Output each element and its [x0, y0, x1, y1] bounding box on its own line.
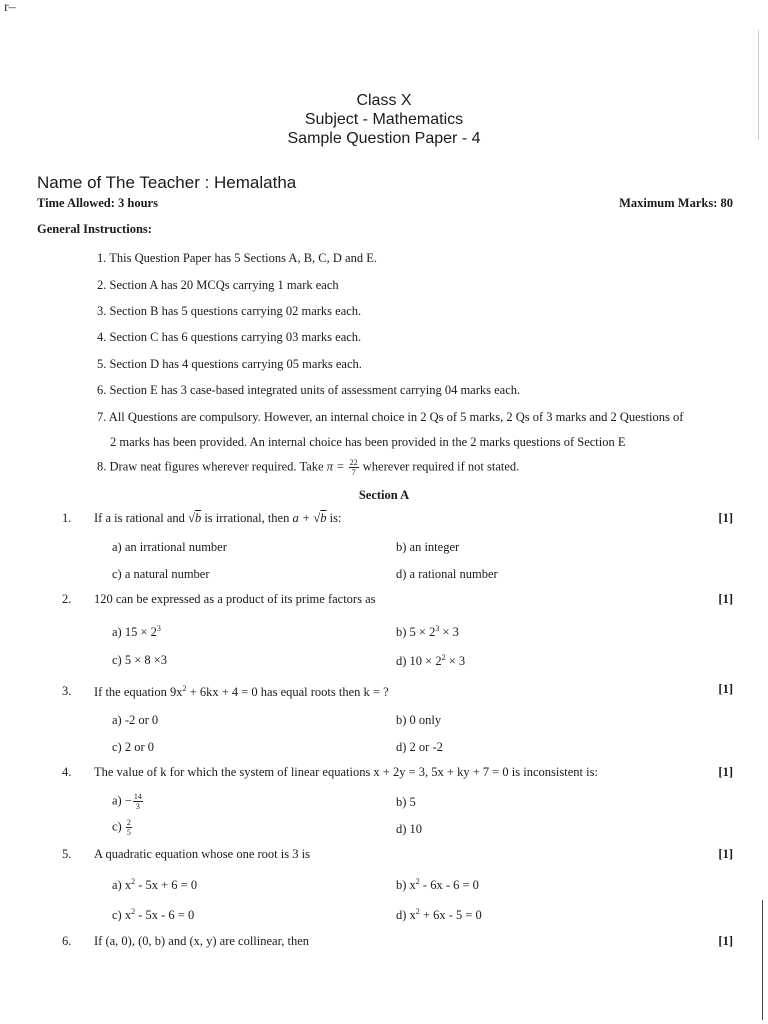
q1-text-part: is: [326, 511, 342, 525]
general-instructions-title: General Instructions: [37, 222, 152, 236]
question-text: A quadratic equation whose one root is 3 is [94, 847, 310, 861]
exponent: 3 [435, 624, 440, 633]
option-expr-tail: × 3 [439, 625, 459, 640]
option-label: b) [396, 625, 407, 640]
option-expr: 15 × 2 [124, 625, 157, 640]
exponent: 2 [131, 907, 136, 916]
option-expr-tail: - 5x + 6 = 0 [135, 878, 198, 893]
fraction [126, 818, 132, 837]
fraction-denominator: 5 [126, 828, 131, 837]
sqrt-symbol: √ [188, 511, 195, 525]
question-marks: [1] [718, 934, 733, 948]
subject-title: Subject - Mathematics [304, 111, 464, 128]
question-text: The value of k for which the system of linear equations x + 2y = 3, 5x + ky + 7 = 0 is inconsistent is: [94, 765, 598, 779]
exponent: 2 [415, 907, 420, 916]
option-a [112, 877, 197, 893]
question-marks: [1] [718, 682, 733, 696]
exponent: 2 [441, 653, 446, 662]
exponent: 2 [182, 684, 187, 693]
time-allowed: Time Allowed: 3 hours [37, 196, 158, 210]
option-expr: 5 × 2 [409, 625, 436, 640]
question-text [94, 511, 341, 526]
question-marks: [1] [718, 592, 733, 606]
teacher-name: Name of The Teacher : Hemalatha [37, 173, 297, 192]
option-b: b) an integer [396, 540, 460, 554]
question-text [94, 684, 389, 700]
question-number: 6. [62, 934, 72, 948]
option-expr-tail: + 6x - 5 = 0 [419, 908, 482, 923]
instruction-item: 4. Section C has 6 questions carrying 03 marks each. [97, 330, 362, 344]
instruction-item-8 [97, 458, 519, 477]
q3-text-part: + 6kx + 4 = 0 has equal roots then k = ? [186, 685, 389, 700]
option-a [112, 792, 144, 811]
option-c [112, 907, 194, 923]
option-d [396, 907, 482, 923]
option-label: c) [112, 819, 122, 834]
instruction-item: 1. This Question Paper has 5 Sections A, B, C, D and E. [97, 251, 377, 265]
option-b [396, 877, 479, 893]
option-d: d) 2 or -2 [396, 740, 443, 754]
pi-symbol: π = [326, 459, 345, 474]
q3-text-part: If the equation 9x [94, 685, 183, 700]
question-text: 120 can be expressed as a product of its prime factors as [94, 592, 376, 606]
question-number: 3. [62, 684, 72, 698]
paper-title: Sample Question Paper - 4 [287, 130, 481, 147]
class-title: Class X [356, 92, 412, 109]
option-expr: x [124, 908, 132, 923]
option-label: a) [112, 878, 122, 893]
option-d: d) a rational number [396, 567, 498, 581]
option-label: c) [112, 908, 122, 923]
option-label: b) [396, 878, 407, 893]
option-a: a) an irrational number [112, 540, 227, 554]
fraction-numerator: 2 [126, 818, 131, 827]
option-a [112, 624, 161, 640]
option-label: a) [112, 625, 122, 640]
option-b: b) 5 [396, 795, 416, 809]
question-text: If (a, 0), (0, b) and (x, y) are collinear, then [94, 934, 310, 948]
option-expr: x [409, 908, 416, 923]
fraction-denominator: 3 [135, 802, 140, 811]
question-marks: [1] [718, 765, 733, 779]
instruction-item: 7. All Questions are compulsory. However, an internal choice in 2 Qs of 5 marks, 2 Qs of 3 marks and 2 Questions of [97, 410, 684, 424]
option-d [396, 653, 465, 669]
option-a: a) -2 or 0 [112, 713, 159, 727]
fraction-numerator: 22 [349, 458, 358, 467]
option-expr: x [409, 878, 416, 893]
edge-scan-line-bottom [762, 900, 763, 1020]
option-expr: x [124, 878, 132, 893]
question-marks: [1] [718, 847, 733, 861]
fraction-denominator: 7 [351, 468, 356, 477]
section-title: Section A [358, 488, 410, 502]
instruction-8-text: 8. Draw neat figures wherever required. Take [97, 459, 327, 474]
question-number: 1. [62, 511, 72, 525]
option-expr: 10 × 2 [409, 654, 442, 669]
q1-expr: a + [292, 511, 314, 525]
instruction-item: 6. Section E has 3 case-based integrated units of assessment carrying 04 marks each. [97, 383, 521, 397]
option-label: d) [396, 908, 407, 923]
exponent: 2 [131, 877, 136, 886]
instruction-8-tail: wherever required if not stated. [359, 459, 520, 474]
option-expr-tail: - 5x - 6 = 0 [135, 908, 195, 923]
option-c: c) 5 × 8 ×3 [112, 653, 168, 667]
instruction-item: 2. Section A has 20 MCQs carrying 1 mark each [97, 278, 339, 292]
option-b: b) 0 only [396, 713, 442, 727]
q1-var-b: b [320, 511, 327, 525]
fraction-numerator: 14 [133, 792, 142, 801]
instruction-item-continued: 2 marks has been provided. An internal choice has been provided in the 2 marks questions of Section E [110, 435, 626, 449]
exponent: 2 [415, 877, 420, 886]
exponent: 3 [156, 624, 161, 633]
question-marks: [1] [718, 511, 733, 525]
q1-text-part: is irrational, then [201, 511, 293, 525]
option-label: d) [396, 654, 407, 669]
q1-var-b: b [194, 511, 202, 525]
option-c: c) a natural number [112, 567, 210, 581]
q1-text-part: If a is rational and [94, 511, 189, 525]
option-expr-tail: - 6x - 6 = 0 [419, 878, 479, 893]
question-number: 5. [62, 847, 72, 861]
option-expr-tail: × 3 [445, 654, 466, 669]
option-c [112, 818, 133, 837]
sqrt-symbol: √ [313, 511, 321, 525]
corner-scan-mark: r– [4, 0, 16, 15]
option-b [396, 624, 459, 640]
instruction-item: 5. Section D has 4 questions carrying 05 marks each. [97, 357, 362, 371]
option-c: c) 2 or 0 [112, 740, 154, 754]
question-number: 4. [62, 765, 72, 779]
maximum-marks: Maximum Marks: 80 [619, 196, 733, 210]
option-d: d) 10 [396, 822, 423, 836]
option-label: a) − [112, 793, 132, 808]
question-number: 2. [62, 592, 72, 606]
instruction-item: 3. Section B has 5 questions carrying 02 marks each. [97, 304, 362, 318]
fraction [133, 792, 143, 811]
fraction-22-7 [349, 458, 359, 477]
